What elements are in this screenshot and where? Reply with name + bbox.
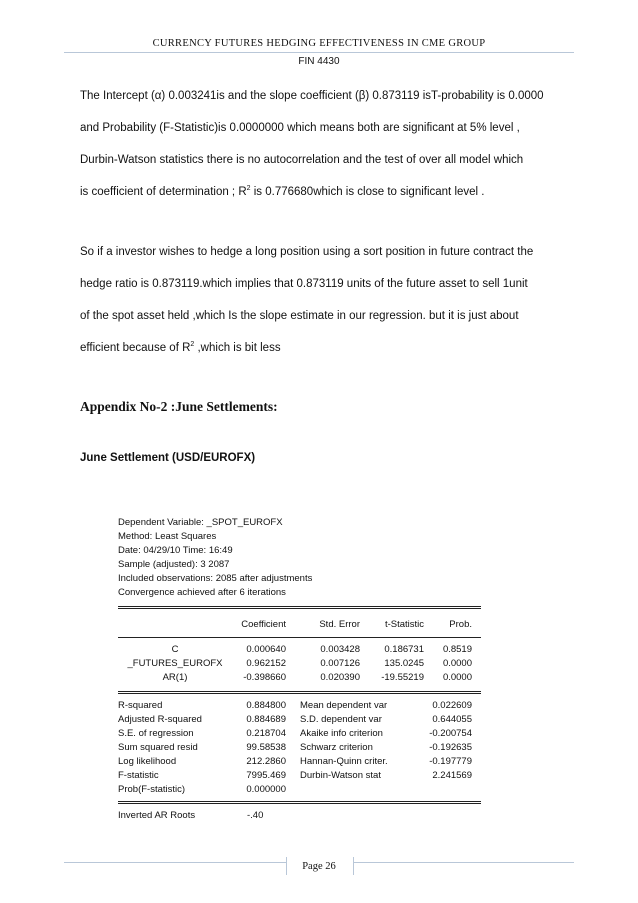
table-cell: 135.0245	[384, 658, 424, 669]
meta-line: Date: 04/29/10 Time: 16:49	[118, 545, 233, 556]
stat-label: Adjusted R-squared	[118, 714, 202, 725]
table-cell: -19.55219	[381, 672, 424, 683]
table-cell: 0.020390	[320, 672, 360, 683]
stat-value: 99.58538	[246, 742, 286, 753]
stat-label: Mean dependent var	[300, 700, 388, 711]
stat-label: S.D. dependent var	[300, 714, 382, 725]
column-header: Prob.	[449, 619, 472, 630]
appendix-heading: Appendix No-2 :June Settlements:	[80, 399, 278, 414]
meta-line: Sample (adjusted): 3 2087	[118, 559, 230, 570]
variable-name: _FUTURES_EUROFX	[127, 658, 223, 669]
stat-label: F-statistic	[118, 770, 159, 781]
course-code: FIN 4430	[298, 56, 340, 67]
roots-value: -.40	[247, 810, 264, 821]
table-rule	[118, 801, 481, 802]
table-rule	[118, 606, 481, 607]
text-line	[80, 341, 580, 355]
page-number: Page 26	[302, 861, 336, 872]
stat-label: R-squared	[118, 700, 163, 711]
superscript: 2	[190, 341, 195, 349]
text-fragment: ,which is bit less	[194, 342, 281, 354]
meta-line: Convergence achieved after 6 iterations	[118, 587, 286, 598]
table-cell: 0.003428	[320, 644, 360, 655]
table-cell: 0.0000	[442, 658, 472, 669]
stat-label: Schwarz criterion	[300, 742, 373, 753]
stat-value: 0.218704	[246, 728, 286, 739]
variable-name: AR(1)	[162, 672, 188, 683]
meta-line: Dependent Variable: _SPOT_EUROFX	[118, 517, 283, 528]
column-header: Std. Error	[319, 619, 360, 630]
table-cell: 0.962152	[246, 658, 286, 669]
table-rule	[118, 691, 481, 692]
stat-value: -0.197779	[429, 756, 472, 767]
text-line: of the spot asset held ,which Is the slope estimate in our regression. but it is just about	[80, 310, 519, 322]
running-header-title: CURRENCY FUTURES HEDGING EFFECTIVENESS IN CME GROUP	[152, 38, 486, 49]
stat-label: S.E. of regression	[118, 728, 194, 739]
text-line	[80, 185, 580, 199]
table-cell: 0.007126	[320, 658, 360, 669]
stat-value: 0.884800	[246, 700, 286, 711]
table-cell: 0.000640	[246, 644, 286, 655]
table-cell: -0.398660	[243, 672, 286, 683]
stat-value: 0.000000	[246, 784, 286, 795]
superscript: 2	[246, 185, 251, 193]
table-rule	[118, 693, 481, 694]
text-line: So if a investor wishes to hedge a long position using a sort position in future contract the	[80, 246, 534, 258]
stat-value: -0.192635	[429, 742, 472, 753]
regression-metadata	[118, 516, 312, 600]
header-divider	[64, 52, 574, 53]
column-header: t-Statistic	[384, 619, 424, 630]
meta-line: Method: Least Squares	[118, 531, 217, 542]
stat-label: Akaike info criterion	[300, 728, 383, 739]
stat-value: 0.884689	[246, 714, 286, 725]
stat-value: -0.200754	[429, 728, 472, 739]
table-cell: 0.8519	[442, 644, 472, 655]
table-cell: 0.0000	[442, 672, 472, 683]
text-line: Durbin-Watson statistics there is no autocorrelation and the test of over all model which	[80, 154, 524, 166]
variable-name: C	[171, 644, 179, 655]
text-line: hedge ratio is 0.873119.which implies that 0.873119 units of the future asset to sell 1unit	[80, 278, 528, 290]
column-header: Coefficient	[241, 619, 286, 630]
table-rule	[118, 637, 481, 638]
text-fragment: is coefficient of determination ; R	[80, 186, 247, 198]
roots-label: Inverted AR Roots	[118, 810, 196, 821]
stat-value: 212.2860	[246, 756, 286, 767]
table-rule	[118, 608, 481, 609]
stat-label: Sum squared resid	[118, 742, 198, 753]
stat-label: Hannan-Quinn criter.	[300, 756, 388, 767]
table-cell: 0.186731	[384, 644, 424, 655]
stat-value: 2.241569	[432, 770, 472, 781]
text-line: and Probability (F-Statistic)is 0.0000000 which means both are significant at 5% level ,	[80, 122, 520, 134]
meta-line: Included observations: 2085 after adjustments	[118, 573, 313, 584]
text-line: The Intercept (α) 0.003241is and the slope coefficient (β) 0.873119 isT-probability is 0.0000	[80, 90, 544, 102]
stat-value: 0.022609	[432, 700, 472, 711]
text-fragment: efficient because of R	[80, 342, 191, 354]
text-fragment: is 0.776680which is close to significant level .	[250, 186, 485, 198]
stat-label: Log likelihood	[118, 756, 177, 767]
table-rule	[118, 803, 481, 804]
stat-value: 7995.469	[246, 770, 286, 781]
stat-value: 0.644055	[432, 714, 472, 725]
stat-label: Prob(F-statistic)	[118, 784, 186, 795]
stat-label: Durbin-Watson stat	[300, 770, 381, 781]
sub-heading: June Settlement (USD/EUROFX)	[80, 452, 256, 464]
